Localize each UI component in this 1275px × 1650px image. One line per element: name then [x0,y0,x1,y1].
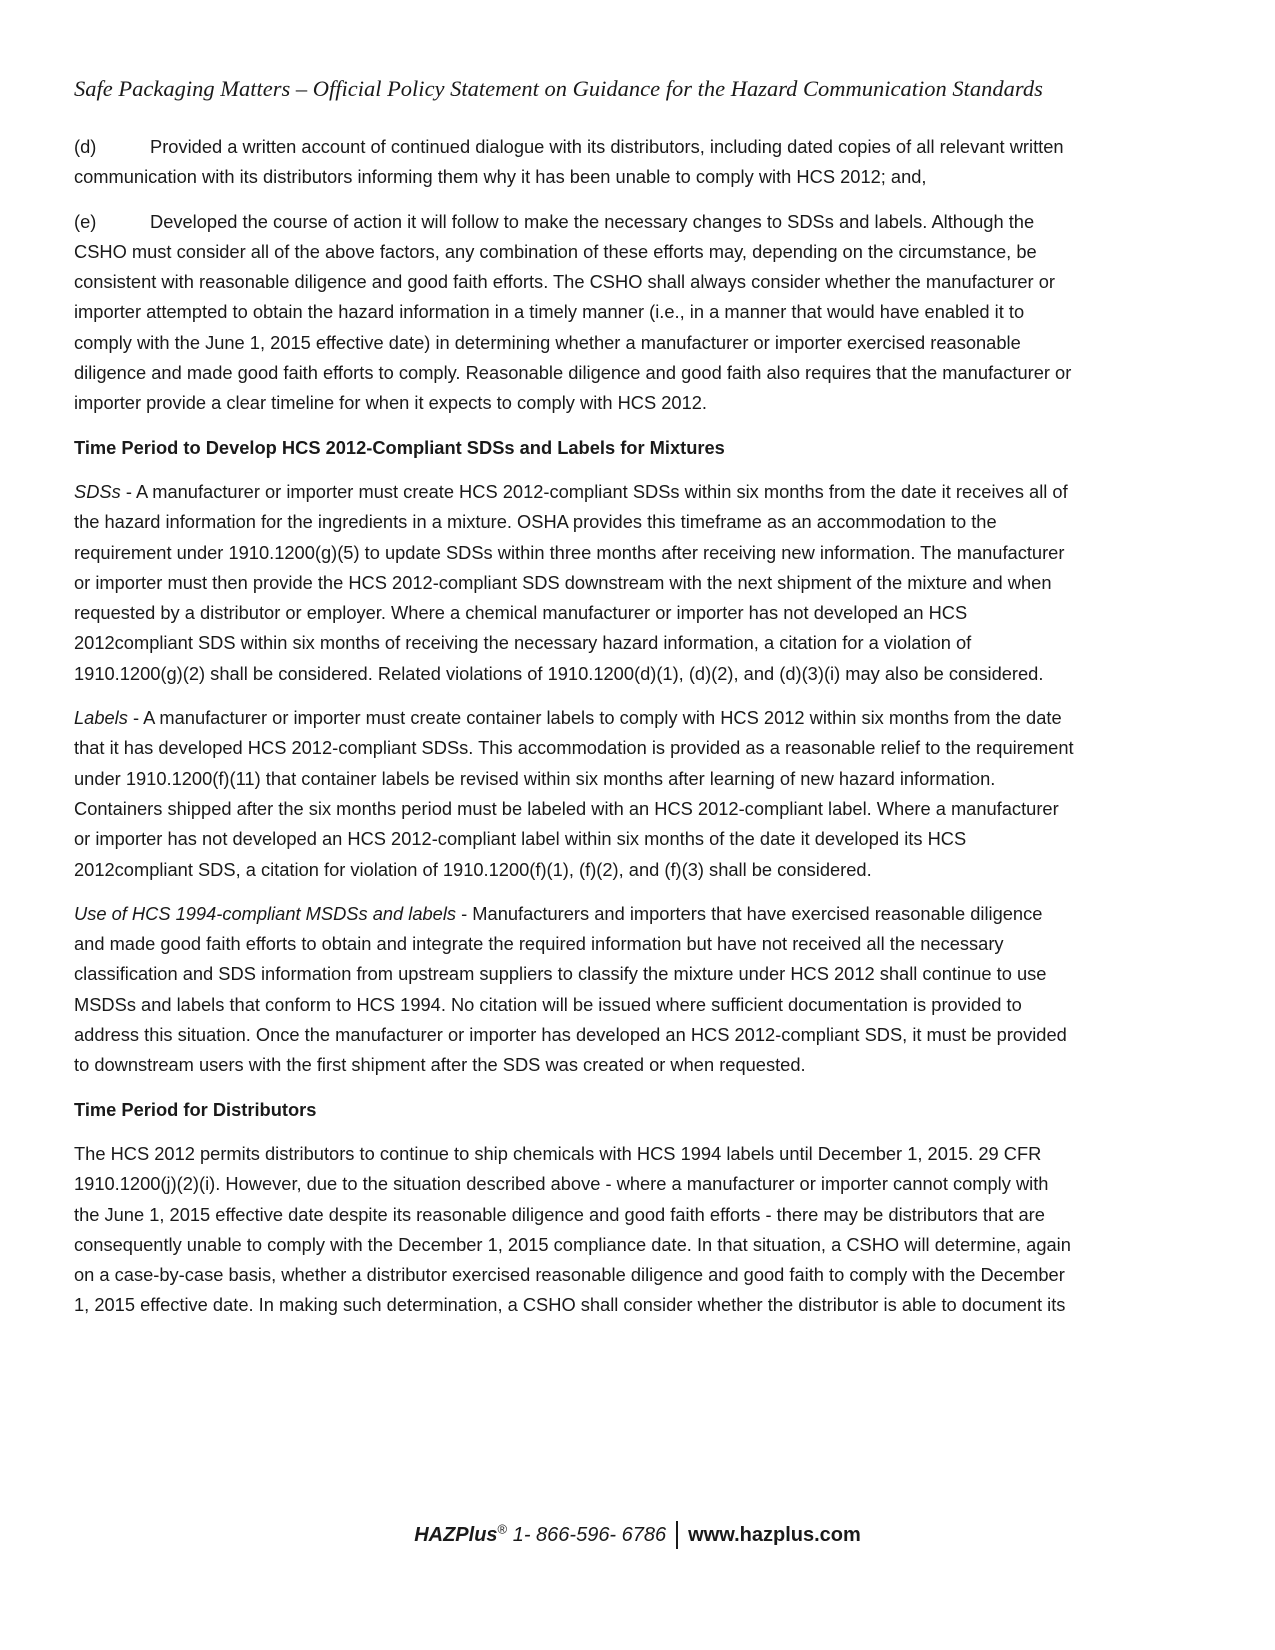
list-marker: (e) [74,210,97,232]
footer-separator [676,1521,678,1549]
footer-phone: 1- 866-596- 6786 [507,1524,667,1546]
list-item-d [74,132,1074,193]
registered-mark: ® [497,1521,508,1537]
paragraph-text: - A manufacturer or importer must create container labels to comply with HCS 2012 within six months from the date that it has developed HCS 2012-compliant SDSs. This accommodation is provided as a reasonable relief to the requirement under 1910.1200(f)(11) that container labels be revised within six months after learning of new hazard information. Containers shipped after the six months period must be labeled with an HCS 2012-compliant label. Where a manufacturer or importer has not developed an HCS 2012-compliant label within six months of the date it developed its HCS 2012compliant SDS, a citation for violation of 1910.1200(f)(1), (f)(2), and (f)(3) shall be considered. [74,707,1074,880]
paragraph-hcs-1994 [74,899,1074,1081]
paragraph-labels [74,703,1074,885]
document-body [74,132,1074,1335]
list-item-e [74,207,1074,419]
list-marker: (d) [74,136,97,157]
page-footer [0,1520,1275,1550]
paragraph-lead: Labels [74,707,128,729]
running-header: Safe Packaging Matters – Official Policy Statement on Guidance for the Hazard Communication Standards [74,76,1043,101]
list-item-text: Provided a written account of continued dialogue with its distributors, including dated copies of all relevant written communication with its distributors informing them why it has been unable to comply with HCS 2012; and, [74,136,1064,188]
paragraph-lead: Use of HCS 1994-compliant MSDSs and labels [74,902,457,924]
paragraph-lead: SDSs [74,480,121,502]
list-item-text: Developed the course of action it will follow to make the necessary changes to SDSs and labels. Although the CSHO must consider all of the above factors, any combination of these efforts may, depending on the circumstance, be consistent with reasonable diligence and good faith efforts. The CSHO shall always consider whether the manufacturer or importer attempted to obtain the hazard information in a timely manner (i.e., in a manner that would have enabled it to comply with the June 1, 2015 effective date) in determining whether a manufacturer or importer exercised reasonable diligence and made good faith efforts to comply. Reasonable diligence and good faith also requires that the manufacturer or importer provide a clear timeline for when it expects to comply with HCS 2012. [74,210,1072,414]
footer-website: www.hazplus.com [688,1524,861,1546]
paragraph-text: - Manufacturers and importers that have exercised reasonable diligence and made good faith efforts to obtain and integrate the required information but have not received all the necessary classification and SDS information from upstream suppliers to classify the mixture under HCS 2012 shall continue to use MSDSs and labels that conform to HCS 1994. No citation will be issued where sufficient documentation is provided to address this situation. Once the manufacturer or importer has developed an HCS 2012-compliant SDS, it must be provided to downstream users with the first shipment after the SDS was created or when requested. [74,902,1067,1076]
paragraph-distributors: The HCS 2012 permits distributors to continue to ship chemicals with HCS 1994 labels until December 1, 2015. 29 CFR 1910.1200(j)(2)(i). However, due to the situation described above - where a manufacturer or importer cannot comply with the June 1, 2015 effective date despite its reasonable diligence and good faith efforts - there may be distributors that are consequently unable to comply with the December 1, 2015 compliance date. In that situation, a CSHO will determine, again on a case-by-case basis, whether a distributor exercised reasonable diligence and good faith to comply with the December 1, 2015 effective date. In making such determination, a CSHO shall consider whether the distributor is able to document its [74,1142,1071,1316]
section-heading-mixtures: Time Period to Develop HCS 2012-Compliant SDSs and Labels for Mixtures [74,436,725,458]
section-heading-distributors: Time Period for Distributors [74,1098,317,1120]
paragraph-text: - A manufacturer or importer must create HCS 2012-compliant SDSs within six months from the date it receives all of the hazard information for the ingredients in a mixture. OSHA provides this timeframe as an accommodation to the requirement under 1910.1200(g)(5) to update SDSs within three months after receiving new information. The manufacturer or importer must then provide the HCS 2012-compliant SDS downstream with the next shipment of the mixture and when requested by a distributor or employer. Where a chemical manufacturer or importer has not developed an HCS 2012compliant SDS within six months of receiving the necessary hazard information, a citation for a violation of 1910.1200(g)(2) shall be considered. Related violations of 1910.1200(d)(1), (d)(2), and (d)(3)(i) may also be considered. [74,480,1068,684]
paragraph-sdss [74,477,1074,689]
footer-brand: HAZPlus [414,1524,498,1546]
